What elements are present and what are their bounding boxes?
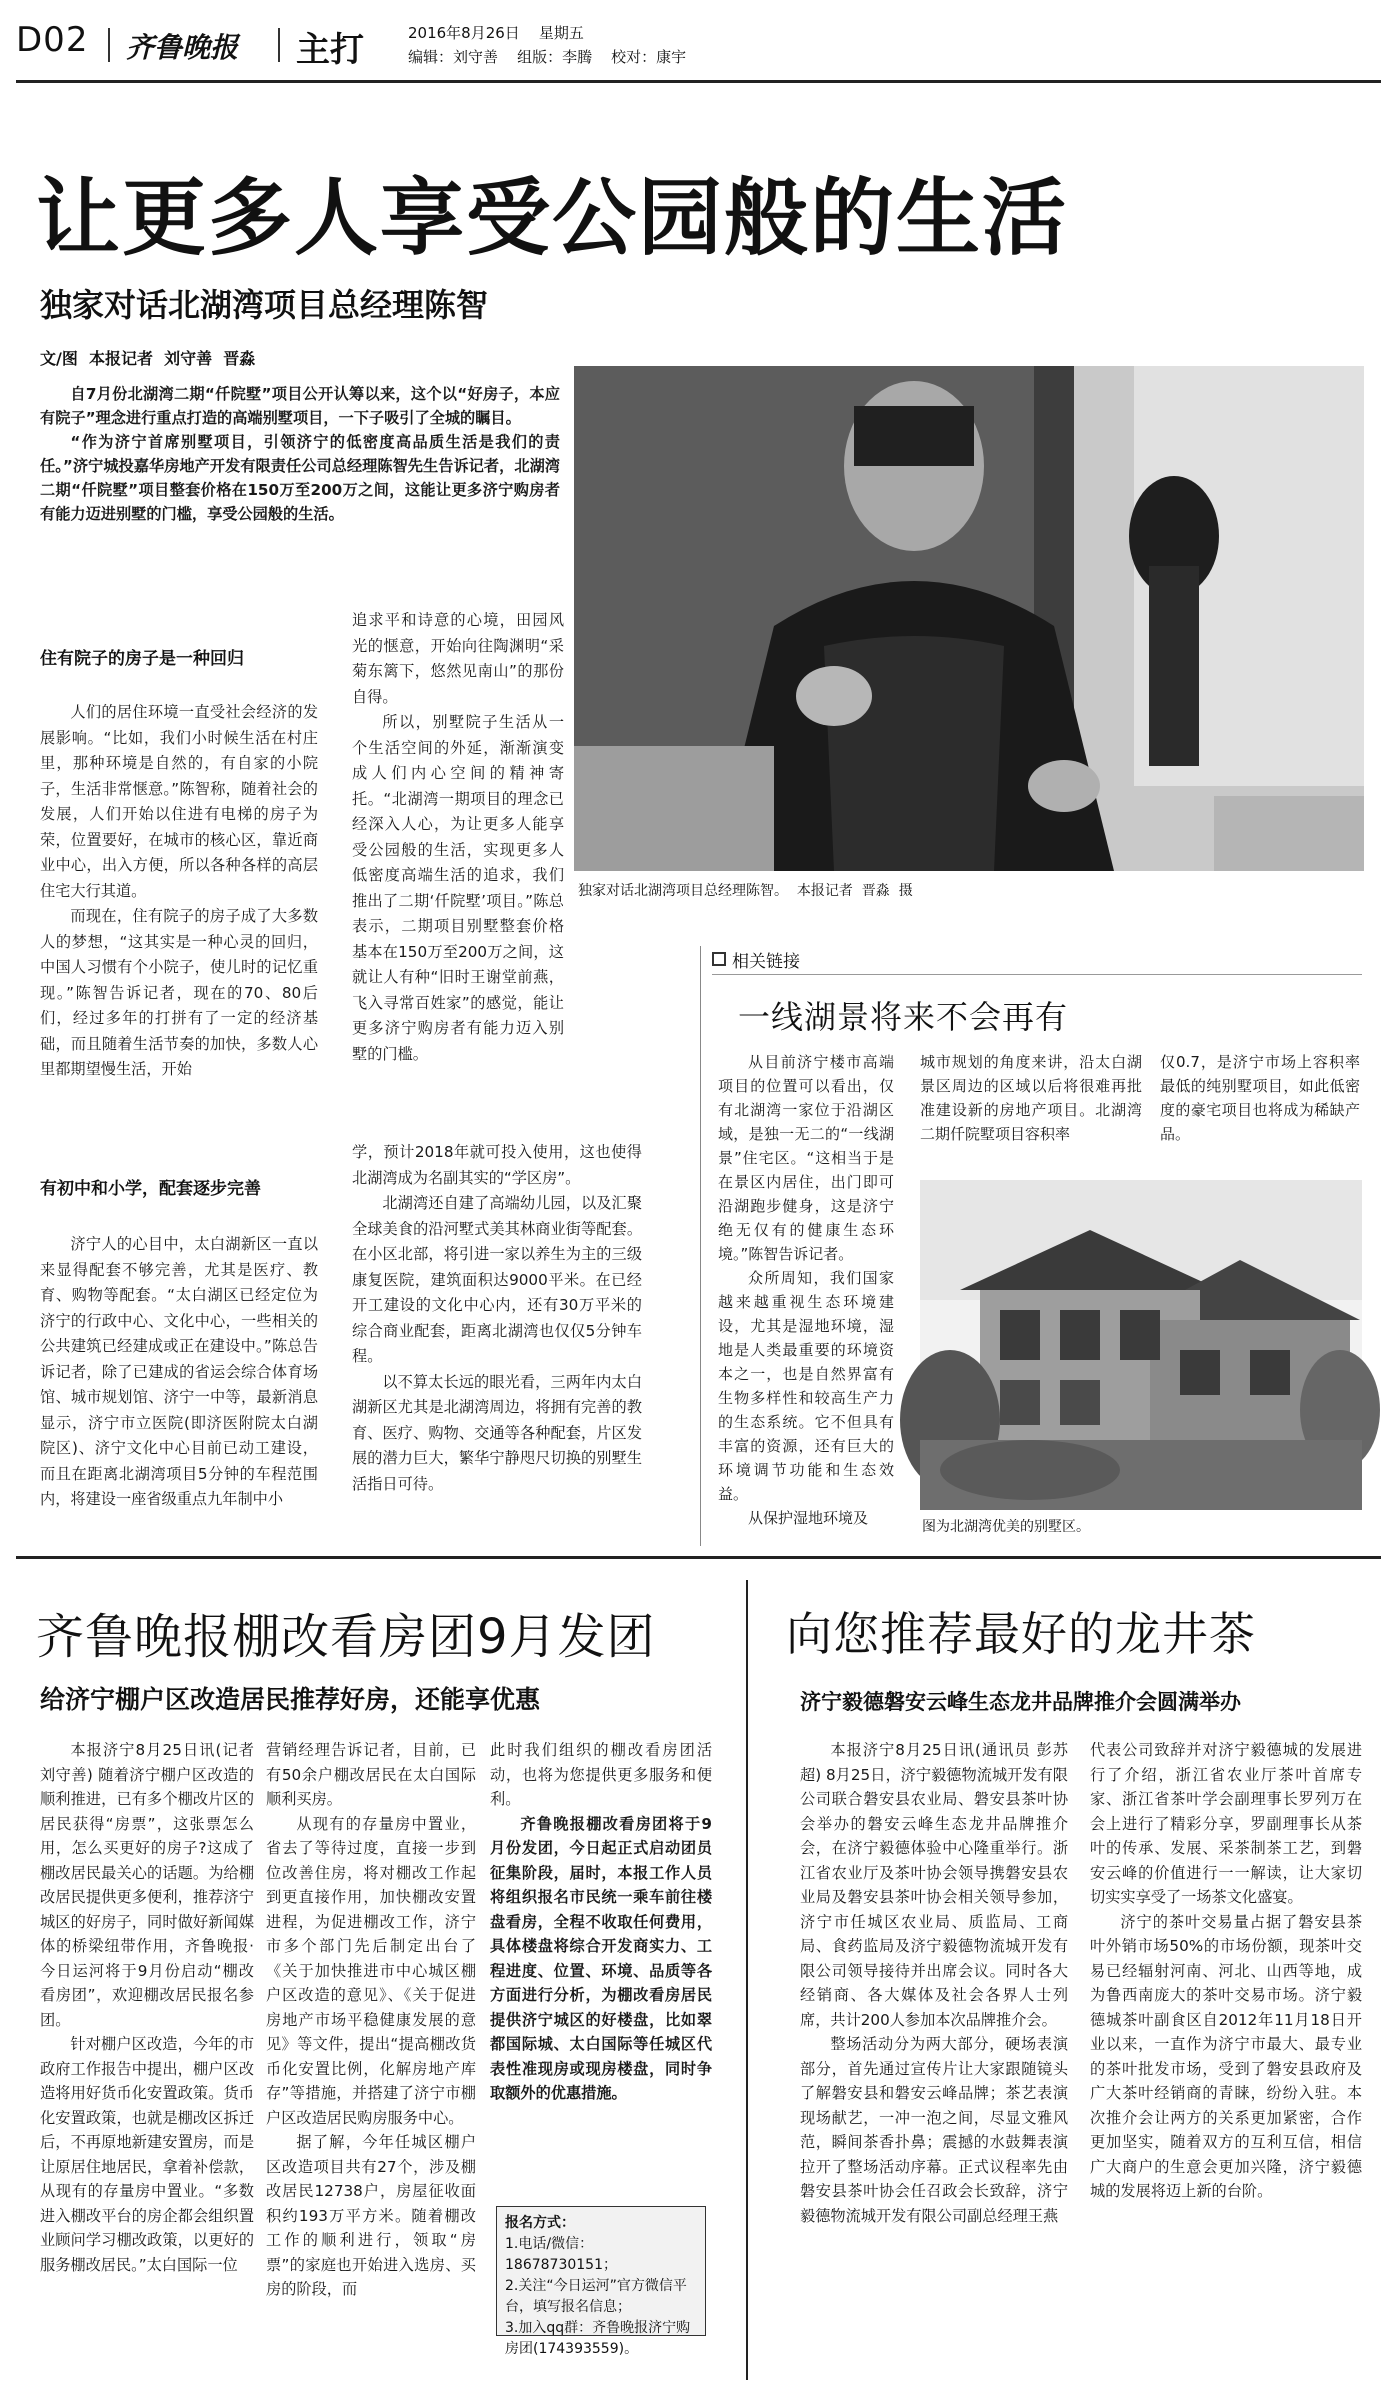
lead-column-1b xyxy=(40,1232,318,1532)
bottom-right-column-2 xyxy=(1090,1738,1362,2374)
paragraph: 学，预计2018年就可投入使用，这也使得北湖湾成为名副其实的“学区房”。 xyxy=(352,1143,642,1187)
sidebar-column-3 xyxy=(1160,1050,1360,1146)
signup-box xyxy=(496,2206,706,2357)
editors-line: 编辑：刘守善 组版：李腾 校对：康宇 xyxy=(408,48,687,66)
villa-illustration xyxy=(920,1180,1362,1510)
lead-intro-paragraph: 自7月份北湖湾二期“仟院墅”项目公开认筹以来，这个以“好房子，本应有院子”理念进行重点打造的高端别墅项目，一下子吸引了全城的瞩目。 xyxy=(40,385,560,427)
page-number: D02 xyxy=(16,20,89,60)
sidebar-tag-label: 相关链接 xyxy=(732,951,800,972)
paragraph: 针对棚户区改造，今年的市政府工作报告中提出，棚户区改造将用好货币化安置政策。货币化安置政策，也就是棚改区拆迁后，不再原地新建安置房，而是让原居住地居民，拿着补偿款，从现有的存量房中置业。“多数进入棚改平台的房企都会组织置业顾问学习棚改政策，以更好的服务棚改居民。”太白国际一位 xyxy=(40,2035,254,2274)
section-title: 住有院子的房子是一种回归 xyxy=(40,649,244,669)
sidebar-divider xyxy=(700,946,701,1546)
sidebar-headline: 一线湖景将来不会再有 xyxy=(738,998,1069,1036)
date-line: 2016年8月26日 星期五 xyxy=(408,24,584,42)
villa-photo-caption: 图为北湖湾优美的别墅区。 xyxy=(922,1519,1090,1535)
section-rule xyxy=(16,1556,1381,1559)
lead-column-2b xyxy=(352,1140,642,1534)
paragraph: 所以，别墅院子生活从一个生活空间的外延，渐渐演变成人们内心空间的精神寄托。“北湖湾一期项目的理念已经深入人心，为让更多人能享受公园般的生活，实现更多人低密度高端生活的追求，我们推出了二期‘仟院墅’项目。”陈总表示，二期项目别墅整套价格基本在150万至200万之间，这就让人有种“旧时王谢堂前燕，飞入寻常百姓家”的感觉，能让更多济宁购房者有能力迈入别墅的门槛。 xyxy=(352,713,564,1063)
bottom-left-subhead: 给济宁棚户区改造居民推荐好房，还能享优惠 xyxy=(40,1685,541,1714)
portrait-illustration xyxy=(574,366,1364,871)
bottom-right-headline: 向您推荐最好的龙井茶 xyxy=(786,1607,1256,1661)
header-divider xyxy=(278,28,280,62)
lead-photo xyxy=(574,366,1364,871)
paragraph: 追求平和诗意的心境，田园风光的惬意，开始向往陶渊明“采菊东篱下，悠然见南山”的那份自得。 xyxy=(352,611,564,706)
sidebar-rule xyxy=(712,974,1362,975)
paragraph: 城市规划的角度来讲，沿太白湖景区周边的区域以后将很难再批准建设新的房地产项目。北湖湾二期仟院墅项目容积率 xyxy=(920,1053,1142,1143)
lead-byline: 文/图 本报记者 刘守善 晋淼 xyxy=(40,349,256,368)
paragraph: 众所周知，我们国家越来越重视生态环境建设，尤其是湿地环境，湿地是人类最重要的环境资本之一，也是自然界富有生物多样性和较高生产力的生态系统。它不但具有丰富的资源，还有巨大的环境调节功能和生态效益。 xyxy=(718,1269,894,1503)
paragraph: 据了解，今年任城区棚户区改造项目共有27个，涉及棚改居民12738户，房屋征收面积约193万平方米。随着棚改工作的顺利进行，领取“房票”的家庭也开始进入选房、买房的阶段，而 xyxy=(266,2133,476,2298)
document-icon xyxy=(712,952,726,966)
lead-intro-paragraph: “作为济宁首席别墅项目，引领济宁的低密度高品质生活是我们的责任。”济宁城投嘉华房地产开发有限责任公司总经理陈智先生告诉记者，北湖湾二期“仟院墅”项目整套价格在150万至200万之间，这能让更多济宁购房者有能力迈进别墅的门槛，享受公园般的生活。 xyxy=(40,433,560,523)
lead-photo-caption: 独家对话北湖湾项目总经理陈智。 本报记者 晋淼 摄 xyxy=(578,883,913,899)
lead-column-2 xyxy=(352,608,564,1112)
header-divider xyxy=(108,28,110,62)
sidebar-tag xyxy=(712,946,1052,972)
header-rule xyxy=(16,80,1381,83)
bottom-divider xyxy=(746,1580,748,2380)
paragraph: 而现在，住有院子的房子成了大多数人的梦想，“这其实是一种心灵的回归，中国人习惯有个小院子，使儿时的记忆重现。”陈智告诉记者，现在的70、80后们，经过多年的打拼有了一定的经济基础，而且随着生活节奏的加快，多数人心里都期望慢生活，开始 xyxy=(40,907,318,1078)
bottom-left-headline: 齐鲁晚报棚改看房团9月发团 xyxy=(36,1609,656,1665)
lead-intro xyxy=(40,382,560,594)
signup-qq: 3.加入qq群：齐鲁晚报济宁购房团(174393559)。 xyxy=(505,2320,691,2357)
paragraph: 从保护湿地环境及 xyxy=(748,1509,869,1527)
lead-subhead: 独家对话北湖湾项目总经理陈智 xyxy=(40,286,489,324)
bottom-left-column-2 xyxy=(266,1738,476,2374)
sidebar-column-2 xyxy=(920,1050,1142,1146)
paragraph: 营销经理告诉记者，目前，已有50余户棚改居民在太白国际顺利买房。 xyxy=(266,1741,476,1808)
lead-headline: 让更多人享受公园般的生活 xyxy=(36,169,1069,267)
signup-phone: 1.电话/微信：18678730151； xyxy=(505,2236,617,2273)
bottom-left-column-3 xyxy=(490,1738,712,2102)
paragraph: 此时我们组织的棚改看房团活动，也将为您提供更多服务和便利。 xyxy=(490,1741,712,1808)
paragraph: 齐鲁晚报棚改看房团将于9月份发团，今日起正式启动团员征集阶段，届时，本报工作人员将组织报名市民统一乘车前往楼盘看房，全程不收取任何费用，具体楼盘将综合开发商实力、工程进度、位置、环境、品质等各方面进行分析，为棚改看房居民提供济宁城区的好楼盘，比如翠都国际城、太白国际等任城区代表性准现房或现房楼盘，同时争取额外的优惠措施。 xyxy=(490,1814,712,2102)
paragraph: 北湖湾还自建了高端幼儿园，以及汇聚全球美食的沿河墅式美其林商业街等配套。在小区北部，将引进一家以养生为主的三级康复医院，建筑面积达9000平米。在已经开工建设的文化中心内，还有30万平米的综合商业配套，距离北湖湾也仅仅5分钟车程。 xyxy=(352,1194,642,1365)
paragraph: 本报济宁8月25日讯(记者 刘守善) 随着济宁棚户区改造的顺利推进，已有多个棚改片区的居民获得“房票”，这张票怎么用，怎么买更好的房子?这成了棚改居民最关心的话题。为给棚改居民提供更多便利，推荐济宁城区的好房子，同时做好新闻媒体的桥梁纽带作用，齐鲁晚报·今日运河将于9月份启动“棚改看房团”，欢迎棚改居民报名参团。 xyxy=(40,1741,254,2029)
signup-title: 报名方式： xyxy=(505,2215,575,2231)
bottom-right-subhead: 济宁毅德磐安云峰生态龙井品牌推介会圆满举办 xyxy=(800,1690,1241,1714)
paragraph: 本报济宁8月25日讯(通讯员 彭苏超) 8月25日，济宁毅德物流城开发有限公司联合磐安县农业局、磐安县茶叶协会举办的磐安云峰生态龙井品牌推介会，在济宁毅德体验中心隆重举行。浙江省农业厅及茶叶协会领导携磐安县农业局及磐安县茶叶协会相关领导参加，济宁市任城区农业局、质监局、工商局、食药监局及济宁毅德物流城开发有限公司领导接待并出席会议。同时各大经销商、各大媒体及社会各界人士列席，共计200人参加本次品牌推介会。 xyxy=(800,1741,1068,2029)
paragraph: 从目前济宁楼市高端项目的位置可以看出，仅有北湖湾一家位于沿湖区域，是独一无二的“一线湖景”住宅区。“这相当于是在景区内居住，出门即可沿湖跑步健身，这是济宁绝无仅有的健康生态环境。”陈智告诉记者。 xyxy=(718,1053,894,1263)
paragraph: 从现有的存量房中置业，省去了等待过度，直接一步到位改善住房，将对棚改工作起到更直接作用，加快棚改安置进程，为促进棚改工作，济宁市多个部门先后制定出台了《关于加快推进市中心城区棚户区改造的意见》、《关于促进房地产市场平稳健康发展的意见》等文件，提出“提高棚改货币化安置比例，化解房地产库存”等措施，并搭建了济宁市棚户区改造居民购房服务中心。 xyxy=(266,1814,476,2127)
lead-column-1 xyxy=(40,700,318,1112)
paragraph: 代表公司致辞并对济宁毅德城的发展进行了介绍，浙江省农业厅茶叶首席专家、浙江省茶叶学会副理事长罗列万在会上进行了精彩分享，罗副理事长从茶叶的传承、发展、采茶制茶工艺，到磐安云峰的价值进行一一解读，让大家切切实实享受了一场茶文化盛宴。 xyxy=(1090,1741,1362,1906)
page-header xyxy=(16,20,1381,80)
villa-photo xyxy=(920,1180,1362,1510)
paper-logo: 齐鲁晚报 xyxy=(126,31,239,64)
section-title: 有初中和小学，配套逐步完善 xyxy=(40,1179,261,1199)
bottom-right-column-1 xyxy=(800,1738,1068,2374)
paragraph: 以不算太长远的眼光看，三两年内太白湖新区尤其是北湖湾周边，将拥有完善的教育、医疗、购物、交通等各种配套，片区发展的潜力巨大，繁华宁静咫尺切换的别墅生活指日可待。 xyxy=(352,1372,642,1493)
signup-wechat: 2.关注“今日运河”官方微信平台，填写报名信息； xyxy=(505,2278,687,2315)
paragraph: 人们的居住环境一直受社会经济的发展影响。“比如，我们小时候生活在村庄里，那种环境是自然的，有自家的小院子，生活非常惬意。”陈智称，随着社会的发展，人们开始以住进有电梯的房子为荣，位置要好，在城市的核心区，靠近商业中心，出入方便，所以各种各样的高层住宅大行其道。 xyxy=(40,703,318,900)
section-name: 主打 xyxy=(296,30,364,70)
paragraph: 济宁的茶叶交易量占据了磐安县茶叶外销市场50%的市场份额，现茶叶交易已经辐射河南、河北、山西等地，成为鲁西南庞大的茶叶交易市场。济宁毅德城茶叶副食区自2012年11月18日开业以来，一直作为济宁市最大、最专业的茶叶批发市场，受到了磐安县政府及广大茶叶经销商的青睐，纷纷入驻。本次推介会让两方的关系更加紧密，合作更加坚实，随着双方的互利互信，相信广大商户的生意会更加兴隆，济宁毅德城的发展将迈上新的台阶。 xyxy=(1090,1912,1362,2200)
sidebar-column-1 xyxy=(718,1050,894,1534)
paragraph: 济宁人的心目中，太白湖新区一直以来显得配套不够完善，尤其是医疗、教育、购物等配套。“太白湖区已经定位为济宁的行政中心、文化中心，一些相关的公共建筑已经建成或正在建设中。”陈总告诉记者，除了已建成的省运会综合体育场馆、城市规划馆、济宁一中等，最新消息显示，济宁市立医院(即济医附院太白湖院区)、济宁文化中心目前已动工建设，而且在距离北湖湾项目5分钟的车程范围内，将建设一座省级重点九年制中小 xyxy=(40,1235,318,1508)
bottom-left-column-1 xyxy=(40,1738,254,2374)
paragraph: 整场活动分为两大部分，硬场表演部分，首先通过宣传片让大家跟随镜头了解磐安县和磐安云峰品牌；茶艺表演现场献艺，一冲一泡之间，尽显文雅风范，瞬间茶香扑鼻；震撼的水鼓舞表演拉开了整场活动序幕。正式议程率先由磐安县茶叶协会任召政会长致辞，济宁毅德物流城开发有限公司副总经理王燕 xyxy=(800,2035,1068,2225)
paragraph: 仅0.7，是济宁市场上容积率最低的纯别墅项目，如此低密度的豪宅项目也将成为稀缺产品。 xyxy=(1160,1053,1360,1143)
